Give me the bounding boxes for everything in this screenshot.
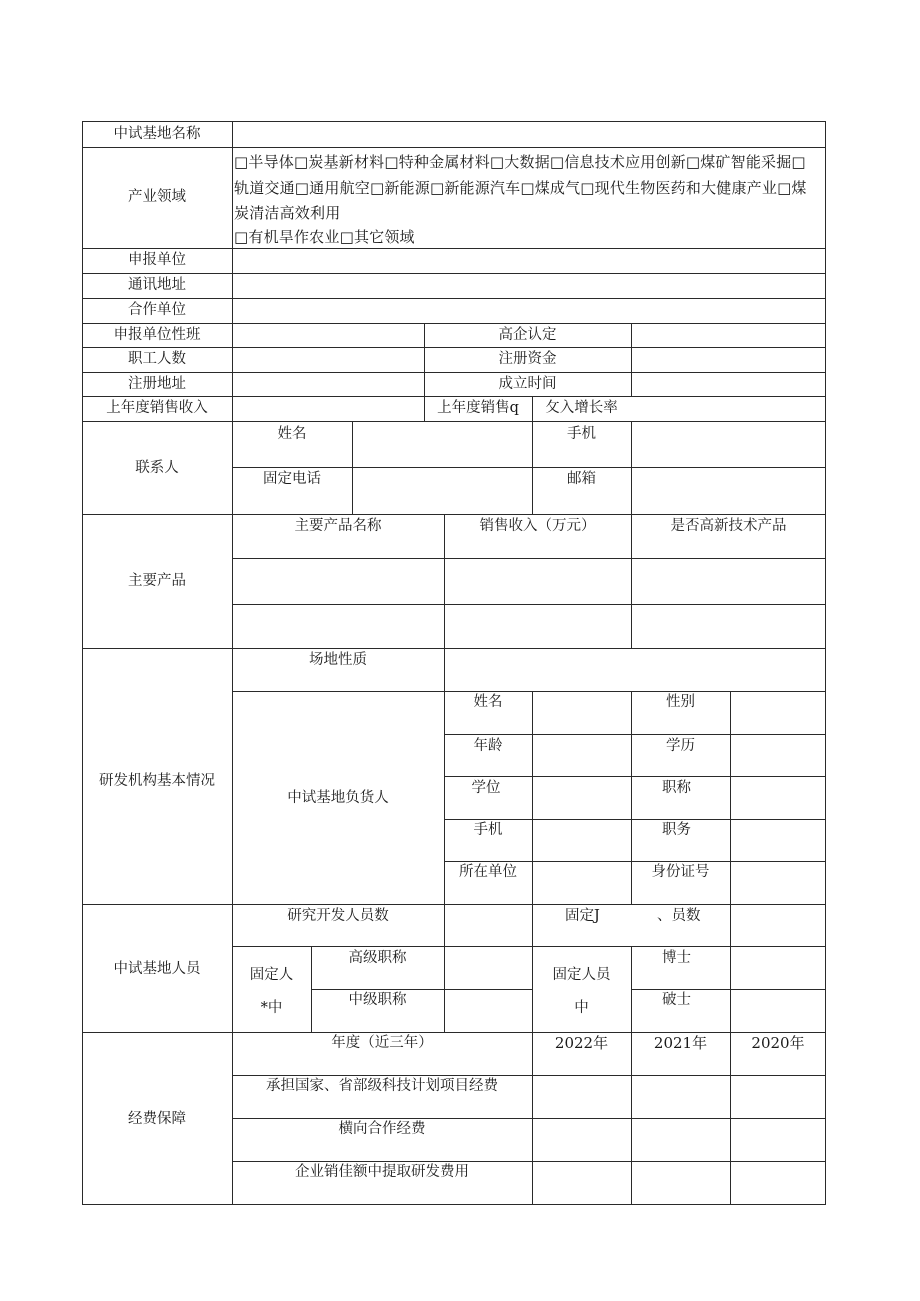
base-name-label: 中试基地名称 xyxy=(113,126,201,142)
col-divider xyxy=(730,691,731,904)
head-age-label: 年龄 xyxy=(473,738,503,754)
hitech-label: 高企认定 xyxy=(498,327,557,343)
employees-field[interactable] xyxy=(233,348,424,372)
contact-phone-field[interactable] xyxy=(353,468,532,514)
col-divider xyxy=(730,904,731,1032)
product-sales-header: 销售收入（万元） xyxy=(479,518,596,534)
master-label: 破士 xyxy=(662,992,691,1008)
sales-growth-field[interactable] xyxy=(632,397,825,421)
col-divider xyxy=(631,1032,632,1204)
contact-label: 联系人 xyxy=(135,460,179,476)
address-label: 通讯地址 xyxy=(128,277,186,293)
rd-label: 研发机构基本情况 xyxy=(99,773,215,789)
fixed-people-label: 固定人 xyxy=(249,967,294,983)
reg-capital-label: 注册资金 xyxy=(498,351,557,367)
applicant-label: 申报单位 xyxy=(128,252,186,268)
contact-mobile-label: 手机 xyxy=(567,426,596,442)
contact-email-field[interactable] xyxy=(632,468,825,514)
product-hitech-header: 是否高新技术产品 xyxy=(670,518,787,534)
reg-address-field[interactable] xyxy=(233,373,424,396)
mid-title-label: 中级职称 xyxy=(348,992,407,1008)
col-divider xyxy=(444,904,445,1032)
funding-year-label: 年度（近三年） xyxy=(331,1035,433,1051)
industry-option-line-2[interactable]: 轨道交通□通用航空□新能源□新能源汽车□煤成气□现代生物医药和大健康产业□煤 xyxy=(234,179,807,197)
contact-mobile-field[interactable] xyxy=(632,422,825,467)
site-nature-field[interactable] xyxy=(445,649,825,691)
table-border-bottom xyxy=(82,1204,826,1205)
industry-option-line-3[interactable]: 炭清洁高效利用 xyxy=(234,204,341,222)
head-unit-label: 所在单位 xyxy=(459,864,517,880)
site-nature-label: 场地性质 xyxy=(309,652,367,668)
products-label: 主要产品 xyxy=(128,573,186,589)
industry-option-line-1[interactable]: □半导体□炭基新材料□特种金属材料□大数据□信息技术应用创新□煤矿智能采掘□ xyxy=(234,153,806,171)
employees-label: 职工人数 xyxy=(128,351,186,367)
col-divider xyxy=(532,691,533,904)
established-label: 成立时间 xyxy=(498,376,557,392)
year-2022: 2022年 xyxy=(554,1034,609,1052)
fixed-staff-label: 固定人员 xyxy=(552,967,611,983)
last-sales-growth-label-cont: 攵入增长率 xyxy=(545,400,618,416)
head-education-label: 学历 xyxy=(666,738,695,754)
applicant-field[interactable] xyxy=(233,249,825,273)
product-name-header: 主要产品名称 xyxy=(294,518,382,534)
row-divider xyxy=(82,904,826,905)
row-divider xyxy=(232,604,826,605)
reg-capital-field[interactable] xyxy=(632,348,825,372)
row-divider xyxy=(82,147,826,148)
col-divider xyxy=(532,1032,533,1204)
senior-title-label: 高级职称 xyxy=(348,950,407,966)
reg-address-label: 注册地址 xyxy=(128,376,186,392)
funding-row-gov-projects: 承担国家、省部级科技计划项目经费 xyxy=(266,1078,498,1094)
fixed-count-label: 固定J xyxy=(565,908,600,924)
contact-name-label: 姓名 xyxy=(277,426,307,442)
applicant-nature-label: 申报单位性班 xyxy=(113,327,201,343)
base-name-field[interactable] xyxy=(233,122,825,147)
established-field[interactable] xyxy=(632,373,825,396)
contact-email-label: 邮箱 xyxy=(567,471,596,487)
head-gender-label: 性别 xyxy=(666,694,695,710)
year-2020: 2020年 xyxy=(751,1034,805,1052)
head-name-label: 姓名 xyxy=(473,694,503,710)
head-title-label: 职称 xyxy=(662,780,691,796)
head-mobile-label: 手机 xyxy=(473,822,503,838)
last-sales-growth-label: 上年度销售q xyxy=(437,400,519,416)
staff-label: 中试基地人员 xyxy=(113,961,201,977)
head-degree-label: 学位 xyxy=(471,780,501,796)
last-sales-field[interactable] xyxy=(233,397,424,421)
partner-label: 合作单位 xyxy=(128,302,186,318)
industry-label: 产业领域 xyxy=(128,189,186,205)
hitech-field[interactable] xyxy=(632,324,825,347)
head-position-label: 职务 xyxy=(662,822,691,838)
phd-label: 博士 xyxy=(662,950,691,966)
row-divider xyxy=(232,558,826,559)
base-head-label: 中试基地负货人 xyxy=(287,790,389,806)
year-2021: 2021年 xyxy=(653,1034,708,1052)
contact-name-field[interactable] xyxy=(353,422,532,467)
applicant-nature-field[interactable] xyxy=(233,324,424,347)
funding-label: 经费保障 xyxy=(128,1111,186,1127)
fixed-people-label-cont: *中 xyxy=(260,1000,283,1016)
partner-field[interactable] xyxy=(233,299,825,323)
last-sales-label: 上年度销售收入 xyxy=(106,400,208,416)
address-field[interactable] xyxy=(233,274,825,298)
fixed-count-label-cont: 、员数 xyxy=(657,908,701,924)
head-id-label: 身份证号 xyxy=(651,864,710,880)
fixed-staff-label-cont: 中 xyxy=(574,1000,589,1016)
rd-count-label: 研究开发人员数 xyxy=(287,908,389,924)
industry-option-line-4[interactable]: □有机旱作农业□其它领域 xyxy=(234,228,415,246)
col-divider xyxy=(730,1032,731,1204)
funding-row-rd-expense: 企业销佳额中提取研发费用 xyxy=(295,1164,469,1180)
funding-row-horizontal: 横向合作经费 xyxy=(338,1121,426,1137)
contact-phone-label: 固定电话 xyxy=(263,471,321,487)
